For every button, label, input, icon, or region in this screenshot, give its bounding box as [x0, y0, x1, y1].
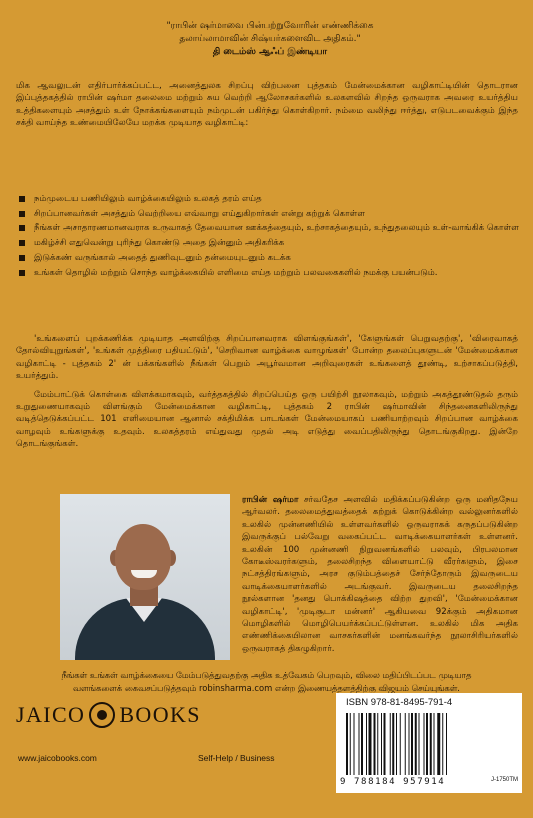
- benefit-item: நம்முடைய பணியிலும் வாழ்க்கையிலும் உலகத் தரம் எய்த: [16, 193, 521, 205]
- publisher-name-right: BOOKS: [119, 702, 201, 727]
- isbn-barcode-box: [336, 693, 522, 793]
- publisher-emblem-icon: [89, 702, 115, 728]
- publisher-website: www.jaicobooks.com: [18, 753, 97, 763]
- barcode-digits: 9 788184 957914: [340, 777, 446, 787]
- website-promo: [0, 669, 533, 695]
- publisher-logo: [16, 702, 201, 728]
- benefit-item: மகிழ்ச்சி எதுவென்று புரிந்து கொண்டு அதை இன்னும் அதிகரிக்க: [16, 237, 521, 249]
- publisher-name-left: JAICO: [16, 702, 86, 727]
- price-code: J-1750TM: [490, 777, 518, 783]
- author-name: ராபின் ஷர்மா: [242, 495, 299, 505]
- benefit-item: உங்கள் தொழில் மற்றும் சொந்த வாழ்க்கையில் எளிமை எய்த மற்றும் பலவகைகளில் நமக்கு பயன்படும்.: [16, 267, 521, 279]
- quote-line-1: "ராபின் ஷர்மாவை பின்பற்றுவோரின் எண்ணிக்கை: [166, 21, 374, 31]
- quote-source: தி டைம்ஸ் ஆஃப் இண்டியா: [212, 47, 328, 57]
- author-photo: [60, 494, 230, 660]
- quote-line-2: தலாய்லாமாவின் சிஷ்யர்களைவிட அதிகம்.": [179, 34, 361, 44]
- book-category: Self-Help / Business: [198, 753, 275, 763]
- publisher-block: [16, 702, 336, 782]
- endorsement-quote: [60, 20, 480, 59]
- description-body: [16, 333, 518, 457]
- benefit-list: [16, 193, 521, 281]
- isbn-number: ISBN 978-81-8495-791-4: [346, 697, 453, 708]
- intro-paragraph: மிக ஆவலுடன் எதிர்பார்க்கப்பட்ட, அனைத்துலக சிறப்பு விற்பனை புத்தகம் மேன்மைக்கான வழிகாட்டியின் தொடரான இப்புத்தகத்தில் ராபின் ஷர்மா தலைமை மற்றும் சுய வெற்றி ஆலோசகர்களில் உலகளவில் சிறந்த ஒருவராக அவரை உயர்த்திய உத்திகளையும் அசத்தும் உள் நோக்கங்களையும் நம்முடன் பகிர்ந்து கொள்கிறார். நம்மை வலிந்து ஈர்த்து, எடுபடவைக்கும் இந்த சக்தி வாய்ந்த உண்மையிலேயே மறக்க முடியாத வழிகாட்டி:: [16, 81, 518, 129]
- description-paragraph: 'உங்களைப் புறக்கணிக்க முடியாத அளவிற்கு சிறப்பானவராக விளங்குங்கள்', 'கேளுங்கள் பெறுவதற்கு', 'விரைவாகத் தோல்வியுறுங்கள்', 'உங்கள் முத்திரை பதியட்டும்', 'செறிவான வாழ்க்கை வாழுங்கள்' போன்ற தலைப்புகளுடன் 'மேன்மைக்கான வழிகாட்டி - புத்தகம் 2' ன் பக்கங்களில் நீங்கள் பெறும் அபூர்வமான அறிவுரைகள் உங்களைத் தூண்டி, உற்சாகப்படுத்தி, உயர்த்தும்.: [16, 334, 518, 382]
- author-bio: [242, 494, 518, 655]
- benefit-item: நீங்கள் அசாதாரணமானவராக உருவாகத் தேவையான ஊக்கத்தையும், உற்சாகத்தையும், உந்துதலையும் உள்-வாங்கிக் கொள்ள: [16, 222, 521, 234]
- author-bio-text: சர்வதேச அளவில் மதிக்கப்படுகின்ற ஒரு மனிதநேய ஆர்வலர். தலைமைத்துவத்தைக் கற்றுக் கொடுக்கின்ற வல்லுனர்களில் உலகில் முன்னணியில் உள்ளவர்களில் ஒருவராகக் கருதப்படுகின்ற இவருக்குப் பல்வேறு வகைப்பட்ட வாடிக்கையாளர்கள் உள்ளனர். உலகின் 100 முன்னணி நிறுவனங்களில் பலவும், பிரபலமான கோடீஸ்வரர்களும், தலைசிறந்த விளையாட்டு வீரர்களும், இசை நட்சத்திரங்களும், அரச குடும்பத்தைச் சேர்ந்தோரும் இவருடைய வாடிக்கையாளர்களில் அடங்குவர். இவருடைய தலைசிறந்த நூல்களான 'தனது பொக்கிஷத்தை விற்ற துறவி', 'மேன்மைக்கான வழிகாட்டி', 'முடிசூடா மன்னர்' ஆகியவை 92க்கும் அதிகமான மொழிகளில் மொழிபெயர்க்கப்பட்டுள்ளன. உலகில் மிக அதிக எண்ணிக்கையிலான வாசகர்களின் மனங்கவர்ந்த நூலாசிரியர்களில் ஒருவராகத் திகழுகிறார்.: [242, 495, 519, 654]
- barcode-icon: [346, 713, 482, 775]
- promo-line-2: வளங்களைக் கைவசப்படுத்தவும் robinsharma.com என்ற இணையத்தளத்திற்கு விஜயம் செய்யுங்கள்.: [73, 683, 460, 693]
- benefit-item: இடுக்கண் வருங்கால் அதைத் துணிவுடனும் தன்மையுடனும் கடக்க: [16, 252, 521, 264]
- description-paragraph: மேம்பாட்டுக் கொள்கை விளக்கமாகவும், வர்த்தகத்தில் சிறப்பெய்த ஒரு பயிற்சி நூலாகவும், மற்றும் அகத்தூண்டுதல் தரும் உறுதுணையாகவும் விளங்கும் மேன்மைக்கான வழிகாட்டி, புத்தகம் 2 ராபின் ஷர்மாவின் சிந்தனைகளிலிருந்து வடித்தெடுக்கப்பட்ட 101 எளிமையான ஆனால் சக்திமிக்க பாடங்கள் மேன்மையாகப் பணியாற்றவும் சிறப்பான வாழ்க்கை வாழவும் உங்களுக்கு உதவும். உலகத்தரம் எய்துவது முதல் அடி எடுத்து வைப்பதிலிருந்து தொடங்குகிறது. இன்றே தொடங்குங்கள்.: [16, 389, 518, 450]
- benefit-item: சிறப்பானவர்கள் அசத்தும் வெற்றியை எவ்வாறு எய்துகிறார்கள் என்று கற்றுக் கொள்ள: [16, 208, 521, 220]
- promo-line-1: நீங்கள் உங்கள் வாழ்க்கையை மேம்படுத்துவதற்கு அதிக உத்வேகம் பெறவும், விலை மதிப்பிடப்பட முடியாத: [61, 670, 472, 680]
